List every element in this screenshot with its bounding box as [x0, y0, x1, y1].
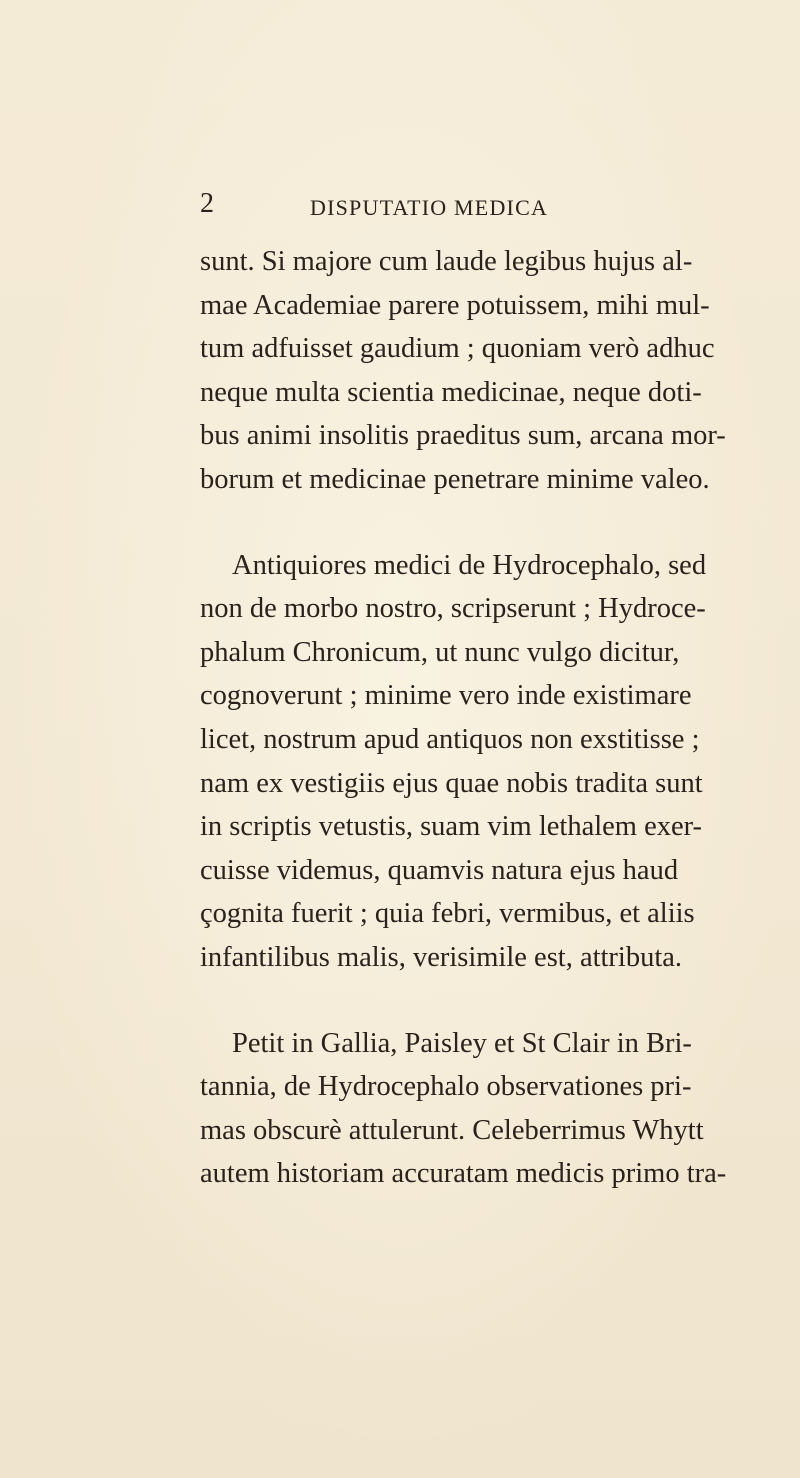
paragraph-gap — [200, 980, 610, 1022]
text-line: cognoverunt ; minime vero inde existimare — [200, 680, 692, 712]
text-line: licet, nostrum apud antiquos non exstitisse ; — [200, 723, 700, 755]
running-head: DISPUTATIO MEDICA — [310, 195, 549, 220]
text-line: çognita fuerit ; quia febri, vermibus, et aliis — [200, 898, 695, 930]
text-line: Antiquiores medici de Hydrocephalo, sed — [232, 549, 707, 581]
text-line: tannia, de Hydrocephalo observationes pri- — [200, 1071, 692, 1103]
text-line: autem historiam accuratam medicis primo tra- — [200, 1158, 727, 1190]
text-line: mae Academiae parere potuissem, mihi mul- — [200, 289, 710, 321]
text-line: infantilibus malis, verisimile est, attributa. — [200, 941, 683, 973]
text-line: neque multa scientia medicinae, neque doti- — [200, 376, 702, 408]
paragraph-2 — [200, 544, 707, 980]
text-line: in scriptis vetustis, suam vim lethalem exer- — [200, 811, 703, 843]
text-line: phalum Chronicum, ut nunc vulgo dicitur, — [200, 636, 680, 668]
text-line: nam ex vestigiis ejus quae nobis tradita sunt — [200, 767, 703, 799]
text-line: borum et medicinae penetrare minime valeo. — [200, 463, 710, 495]
text-line: tum adfuisset gaudium ; quoniam verò adhuc — [200, 333, 715, 365]
body-text — [200, 240, 727, 1196]
page-number: 2 — [200, 188, 214, 219]
paragraph-1 — [200, 240, 726, 502]
paragraph-3 — [200, 1022, 727, 1196]
text-line: sunt. Si majore cum laude legibus hujus al- — [200, 246, 693, 277]
text-line: cuisse videmus, quamvis natura ejus haud — [200, 854, 679, 886]
text-line: mas obscurè attulerunt. Celeberrimus Whytt — [200, 1114, 704, 1146]
text-line: bus animi insolitis praeditus sum, arcana mor- — [200, 420, 726, 452]
paragraph-gap — [200, 502, 610, 544]
text-line: Petit in Gallia, Paisley et St Clair in Bri- — [232, 1027, 692, 1059]
text-line: non de morbo nostro, scripserunt ; Hydroce- — [200, 593, 706, 625]
